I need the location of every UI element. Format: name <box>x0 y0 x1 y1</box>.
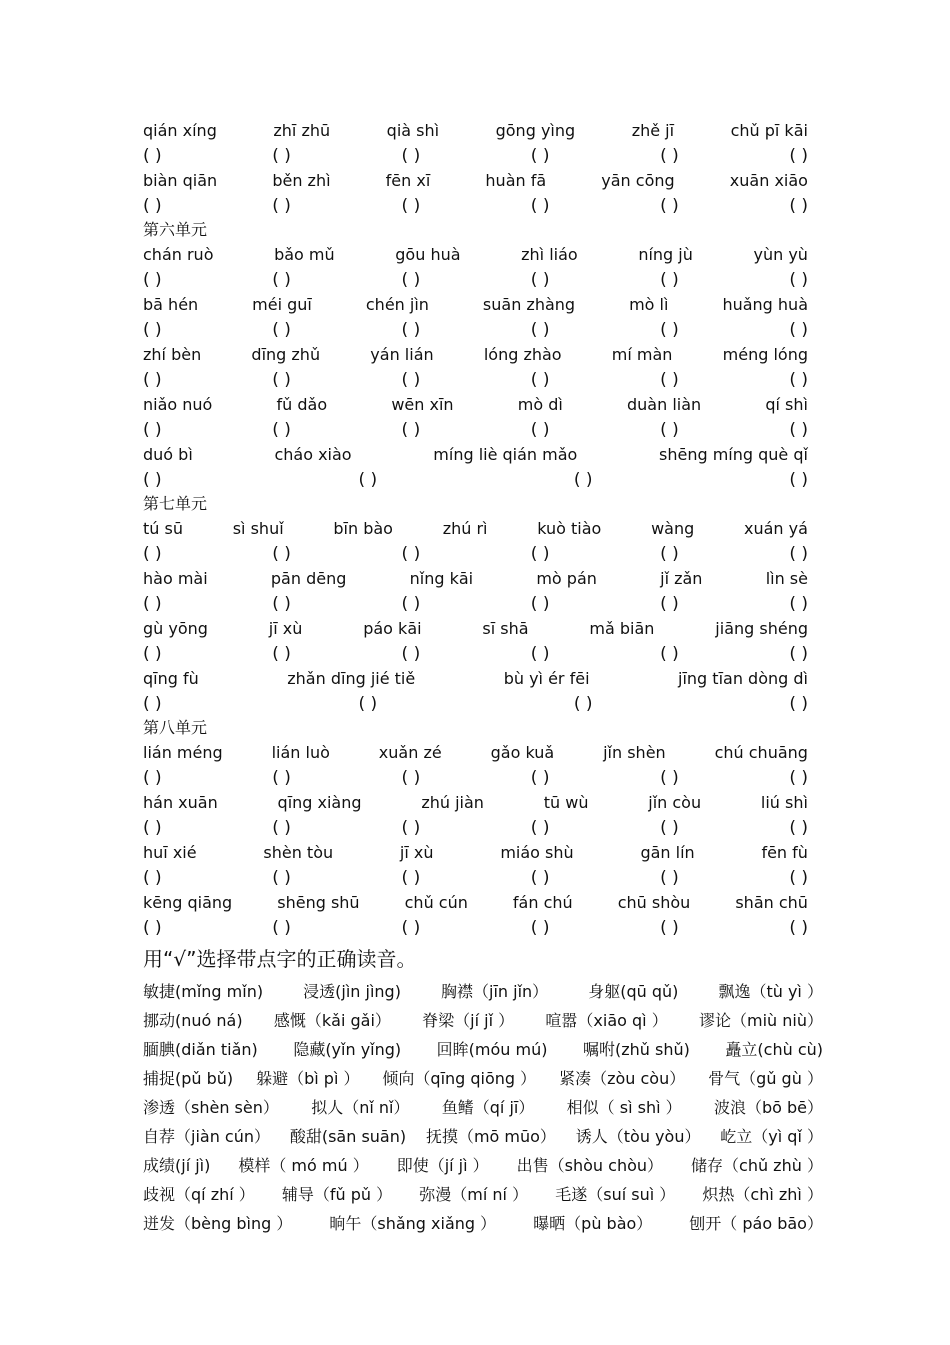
answer-blank: ( ) <box>272 867 291 888</box>
pronunciation-choice: 屹立（yì qǐ ） <box>720 1127 823 1146</box>
pronunciation-choice: 即使（jí jì ） <box>396 1156 489 1175</box>
pinyin-word: huàn fā <box>485 171 547 190</box>
pinyin-word: cháo xiào <box>274 445 352 464</box>
pronunciation-choice-row <box>143 1179 823 1208</box>
unit-heading: 第六单元 <box>143 220 208 239</box>
answer-blank: ( ) <box>789 867 808 888</box>
answer-blank: ( ) <box>358 693 378 714</box>
pinyin-word: gōu huà <box>395 245 461 264</box>
answer-blank: ( ) <box>401 767 421 788</box>
pinyin-word: qīng xiàng <box>277 793 362 812</box>
answer-blank: ( ) <box>401 419 421 440</box>
answer-blank: ( ) <box>401 195 421 216</box>
pinyin-word: zhě jī <box>631 121 675 140</box>
pinyin-word: méi guī <box>252 295 312 314</box>
pinyin-word: dīng zhǔ <box>251 345 321 364</box>
answer-blank: ( ) <box>660 195 679 216</box>
answer-blank: ( ) <box>401 319 421 340</box>
pronunciation-choice: 自荐（jiàn cún） <box>143 1127 271 1146</box>
answer-blank: ( ) <box>530 419 550 440</box>
pronunciation-choice: 模样（ mó mú ） <box>238 1156 369 1175</box>
pinyin-word: chǔ cún <box>404 893 468 912</box>
pinyin-word: tú sū <box>143 519 183 538</box>
pinyin-word: qián xíng <box>143 121 217 140</box>
pinyin-word: chū shòu <box>617 893 691 912</box>
unit-heading: 第七单元 <box>143 494 208 513</box>
pinyin-word: kēng qiāng <box>143 893 233 912</box>
pronunciation-choice: 敏捷(mǐng mǐn) <box>143 982 264 1001</box>
pronunciation-choice: 成绩(jí jì) <box>143 1156 211 1175</box>
pinyin-word: zhǎn dīng jié tiě <box>287 669 416 688</box>
answer-blank: ( ) <box>660 319 679 340</box>
pinyin-row <box>143 666 808 691</box>
answer-blank: ( ) <box>660 543 679 564</box>
pinyin-word: lián méng <box>143 743 223 762</box>
pinyin-word: pān dēng <box>270 569 347 588</box>
pinyin-word: niǎo nuó <box>143 395 213 414</box>
answer-blank: ( ) <box>573 693 593 714</box>
answer-blank: ( ) <box>660 593 679 614</box>
worksheet <box>143 118 823 1237</box>
answer-blank: ( ) <box>401 593 421 614</box>
pinyin-word: zhī zhū <box>273 121 331 140</box>
pinyin-word: chén jìn <box>365 295 429 314</box>
pronunciation-choice: 矗立(chù cù) <box>725 1040 823 1059</box>
pronunciation-choice: 歧视（qí zhí ） <box>143 1185 255 1204</box>
pinyin-word: kuò tiào <box>537 519 602 538</box>
pronunciation-choice-row <box>143 1063 823 1092</box>
pronunciation-choice-row <box>143 1208 823 1237</box>
pronunciation-choice: 嘱咐(zhǔ shǔ) <box>583 1040 690 1059</box>
answer-blank: ( ) <box>143 917 162 938</box>
pronunciation-choice: 辅导（fǔ pǔ ） <box>281 1185 393 1204</box>
pinyin-word: mò dì <box>517 395 563 414</box>
pronunciation-choice: 谬论（miù niù） <box>699 1011 823 1030</box>
pronunciation-choice: 紧凑（zòu còu） <box>559 1069 686 1088</box>
answer-blank: ( ) <box>143 767 162 788</box>
answer-blank: ( ) <box>143 269 162 290</box>
pinyin-word: níng jù <box>638 245 693 264</box>
pronunciation-choice: 挪动(nuó ná) <box>143 1011 243 1030</box>
pronunciation-choice: 躲避（bì pì ） <box>256 1069 360 1088</box>
answer-blank: ( ) <box>272 269 291 290</box>
pinyin-word: lóng zhào <box>483 345 562 364</box>
answer-blank: ( ) <box>660 817 679 838</box>
answer-blank: ( ) <box>401 369 421 390</box>
pronunciation-choice: 飘逸（tù yì ） <box>718 982 823 1001</box>
answer-blank: ( ) <box>143 195 162 216</box>
pinyin-word: xuān xiāo <box>729 171 808 190</box>
answer-blank: ( ) <box>143 369 162 390</box>
pinyin-word: qià shì <box>386 121 440 140</box>
answer-blank: ( ) <box>789 767 808 788</box>
answer-blanks-row <box>143 865 808 890</box>
answer-blanks-row <box>143 915 808 940</box>
pinyin-row <box>143 616 808 641</box>
pronunciation-choice: 倾向（qīng qiōng ） <box>382 1069 537 1088</box>
answer-blank: ( ) <box>143 867 162 888</box>
answer-blank: ( ) <box>143 693 162 714</box>
answer-blanks-row <box>143 641 808 666</box>
pinyin-row <box>143 442 808 467</box>
pinyin-row <box>143 840 808 865</box>
pronunciation-choice: 弥漫（mí ní ） <box>419 1185 529 1204</box>
pinyin-word: bā hén <box>143 295 199 314</box>
pinyin-word: páo kāi <box>363 619 422 638</box>
pronunciation-choice: 渗透（shèn sèn） <box>143 1098 279 1117</box>
answer-blank: ( ) <box>401 817 421 838</box>
pinyin-word: lián luò <box>271 743 330 762</box>
pronunciation-choice: 感慨（kǎi gǎi） <box>273 1011 391 1030</box>
pronunciation-choice-row <box>143 1121 823 1150</box>
pronunciation-choice-row <box>143 1150 823 1179</box>
pinyin-word: wēn xīn <box>391 395 454 414</box>
pinyin-word: mí màn <box>611 345 673 364</box>
pronunciation-choice: 拟人（nǐ nǐ） <box>311 1098 410 1117</box>
answer-blank: ( ) <box>660 369 679 390</box>
answer-blanks-row <box>143 467 808 492</box>
answer-blank: ( ) <box>530 767 550 788</box>
pinyin-row <box>143 392 808 417</box>
answer-blanks-row <box>143 317 808 342</box>
pronunciation-choice: 腼腆(diǎn tiǎn) <box>143 1040 258 1059</box>
answer-blank: ( ) <box>272 543 291 564</box>
answer-blank: ( ) <box>573 469 593 490</box>
answer-blanks-row <box>143 193 808 218</box>
answer-blank: ( ) <box>660 269 679 290</box>
answer-blank: ( ) <box>272 145 291 166</box>
answer-blank: ( ) <box>272 195 291 216</box>
pinyin-word: xuǎn zé <box>378 743 442 762</box>
pronunciation-choice: 脊梁（jí jǐ ） <box>422 1011 515 1030</box>
answer-blank: ( ) <box>143 145 162 166</box>
pinyin-word: shēng shū <box>277 893 360 912</box>
answer-blanks-row <box>143 267 808 292</box>
answer-blank: ( ) <box>789 693 808 714</box>
pinyin-word: biàn qiān <box>143 171 218 190</box>
pinyin-word: fán chú <box>512 893 573 912</box>
pinyin-word: bīn bào <box>333 519 393 538</box>
answer-blank: ( ) <box>789 269 808 290</box>
pinyin-word: shān chū <box>735 893 808 912</box>
pronunciation-choice: 出售（shòu chòu） <box>516 1156 664 1175</box>
pinyin-word: yān cōng <box>601 171 675 190</box>
pinyin-word: lìn sè <box>765 569 808 588</box>
pronunciation-choice: 波浪（bō bē） <box>713 1098 823 1117</box>
pronunciation-choice: 捕捉(pǔ bǔ) <box>143 1069 234 1088</box>
answer-blanks-row <box>143 765 808 790</box>
pronunciation-choice: 浸透(jìn jìng) <box>303 982 401 1001</box>
pinyin-row <box>143 342 808 367</box>
answer-blank: ( ) <box>530 817 550 838</box>
answer-blanks-row <box>143 815 808 840</box>
pinyin-word: shèn tòu <box>263 843 334 862</box>
instruction-text: 用“√”选择带点字的正确读音。 <box>143 947 417 971</box>
pinyin-word: jǐ zǎn <box>660 569 703 588</box>
pinyin-word: nǐng kāi <box>409 569 474 588</box>
pinyin-word: fēn xī <box>385 171 431 190</box>
pronunciation-choice-row <box>143 1005 823 1034</box>
answer-blank: ( ) <box>401 145 421 166</box>
pinyin-word: mò pán <box>536 569 597 588</box>
pinyin-row <box>143 566 808 591</box>
answer-blank: ( ) <box>401 269 421 290</box>
pronunciation-choice: 迸发（bèng bìng ） <box>143 1214 293 1233</box>
answer-blank: ( ) <box>358 469 378 490</box>
pronunciation-choice: 诱人（tòu yòu） <box>575 1127 701 1146</box>
pinyin-word: jī xù <box>399 843 434 862</box>
answer-blank: ( ) <box>143 543 162 564</box>
answer-blanks-row <box>143 541 808 566</box>
answer-blank: ( ) <box>660 419 679 440</box>
pronunciation-choice: 喧嚣（xiāo qì ） <box>545 1011 668 1030</box>
answer-blank: ( ) <box>401 643 421 664</box>
pronunciation-choice: 储存（chǔ zhù ） <box>691 1156 823 1175</box>
pronunciation-choice: 曝晒（pù bào） <box>533 1214 653 1233</box>
answer-blank: ( ) <box>530 195 550 216</box>
pinyin-word: jīng tīan dòng dì <box>678 669 808 688</box>
pinyin-word: zhì liáo <box>521 245 578 264</box>
pinyin-word: jǐn shèn <box>603 743 666 762</box>
answer-blank: ( ) <box>789 319 808 340</box>
pronunciation-choice: 抚摸（mō mūo） <box>425 1127 556 1146</box>
answer-blank: ( ) <box>401 543 421 564</box>
answer-blank: ( ) <box>272 369 291 390</box>
answer-blank: ( ) <box>143 593 162 614</box>
pinyin-row <box>143 292 808 317</box>
answer-blank: ( ) <box>789 369 808 390</box>
pinyin-word: míng liè qián mǎo <box>433 445 578 464</box>
answer-blank: ( ) <box>789 145 808 166</box>
pronunciation-choice: 鱼鳍（qí jī） <box>441 1098 535 1117</box>
pronunciation-choice: 相似（ sì shì ） <box>566 1098 682 1117</box>
answer-blanks-row <box>143 367 808 392</box>
answer-blanks-row <box>143 591 808 616</box>
answer-blank: ( ) <box>660 643 679 664</box>
answer-blank: ( ) <box>789 195 808 216</box>
pinyin-word: zhú jiàn <box>421 793 484 812</box>
pinyin-word: jǐn còu <box>648 793 702 812</box>
pronunciation-choice: 晌午（shǎng xiǎng ） <box>329 1214 497 1233</box>
answer-blank: ( ) <box>530 867 550 888</box>
answer-blank: ( ) <box>530 543 550 564</box>
pronunciation-choice: 骨气（gǔ gù ） <box>708 1069 823 1088</box>
pronunciation-choice: 酸甜(sān suān) <box>289 1127 407 1146</box>
answer-blank: ( ) <box>789 643 808 664</box>
answer-blank: ( ) <box>789 419 808 440</box>
pronunciation-choice: 隐藏(yǐn yǐng) <box>293 1040 402 1059</box>
answer-blank: ( ) <box>530 593 550 614</box>
answer-blank: ( ) <box>143 817 162 838</box>
pronunciation-choice-row <box>143 1034 823 1063</box>
pinyin-word: sī shā <box>482 619 529 638</box>
pinyin-row <box>143 242 808 267</box>
answer-blanks-row <box>143 143 808 168</box>
pinyin-word: gù yōng <box>143 619 208 638</box>
pinyin-word: duàn liàn <box>626 395 702 414</box>
pinyin-word: bù yì ér fēi <box>503 669 590 688</box>
answer-blank: ( ) <box>789 917 808 938</box>
answer-blank: ( ) <box>272 767 291 788</box>
pinyin-word: wàng <box>651 519 695 538</box>
answer-blank: ( ) <box>660 867 679 888</box>
pinyin-word: gǎo kuǎ <box>490 743 555 762</box>
answer-blank: ( ) <box>660 767 679 788</box>
pronunciation-choice: 回眸(móu mú) <box>436 1040 548 1059</box>
pinyin-word: bǎo mǔ <box>274 245 335 264</box>
answer-blank: ( ) <box>272 643 291 664</box>
pinyin-word: chú chuāng <box>714 743 808 762</box>
pronunciation-choice: 刨开（ páo bāo） <box>689 1214 823 1233</box>
pinyin-word: sì shuǐ <box>232 519 284 538</box>
pinyin-word: mò lì <box>629 295 669 314</box>
pinyin-word: shēng míng què qǐ <box>659 445 808 464</box>
pinyin-word: jī xù <box>268 619 303 638</box>
pinyin-word: liú shì <box>760 793 808 812</box>
answer-blank: ( ) <box>272 593 291 614</box>
answer-blank: ( ) <box>272 419 291 440</box>
pinyin-word: qí shì <box>765 395 808 414</box>
pinyin-word: yùn yù <box>753 245 808 264</box>
pinyin-word: mǎ biān <box>589 619 655 638</box>
answer-blank: ( ) <box>143 469 162 490</box>
answer-blank: ( ) <box>401 917 421 938</box>
pronunciation-choice-row <box>143 1092 823 1121</box>
answer-blank: ( ) <box>789 469 808 490</box>
pronunciation-choice-row <box>143 976 823 1005</box>
pinyin-row <box>143 790 808 815</box>
answer-blank: ( ) <box>530 269 550 290</box>
pinyin-word: fǔ dǎo <box>276 395 328 414</box>
answer-blank: ( ) <box>530 145 550 166</box>
pinyin-word: huī xié <box>143 843 197 862</box>
answer-blank: ( ) <box>530 319 550 340</box>
answer-blank: ( ) <box>272 917 291 938</box>
answer-blanks-row <box>143 691 808 716</box>
answer-blank: ( ) <box>789 543 808 564</box>
pronunciation-choice: 毛遂（suí suì ） <box>555 1185 676 1204</box>
answer-blank: ( ) <box>530 643 550 664</box>
pronunciation-choice: 胸襟（jīn jǐn） <box>441 982 549 1001</box>
pinyin-row <box>143 118 808 143</box>
answer-blank: ( ) <box>272 817 291 838</box>
pinyin-row <box>143 516 808 541</box>
pinyin-word: jiāng shéng <box>715 619 808 638</box>
answer-blank: ( ) <box>660 917 679 938</box>
answer-blank: ( ) <box>143 319 162 340</box>
pinyin-word: suān zhàng <box>482 295 576 314</box>
pinyin-word: zhí bèn <box>143 345 202 364</box>
pinyin-row <box>143 740 808 765</box>
pronunciation-choice: 身躯(qū qǔ) <box>588 982 679 1001</box>
answer-blank: ( ) <box>401 867 421 888</box>
answer-blank: ( ) <box>530 917 550 938</box>
pinyin-word: miáo shù <box>500 843 574 862</box>
pinyin-word: zhú rì <box>442 519 488 538</box>
answer-blank: ( ) <box>272 319 291 340</box>
pinyin-word: běn zhì <box>272 171 331 190</box>
pinyin-word: gōng yìng <box>495 121 576 140</box>
pinyin-word: yán lián <box>370 345 434 364</box>
unit-heading: 第八单元 <box>143 718 208 737</box>
pinyin-word: xuán yá <box>744 519 808 538</box>
pinyin-word: huǎng huà <box>722 295 808 314</box>
pinyin-word: hào mài <box>143 569 208 588</box>
pinyin-row <box>143 890 808 915</box>
pinyin-word: chǔ pī kāi <box>730 121 808 140</box>
answer-blank: ( ) <box>143 419 162 440</box>
pinyin-row <box>143 168 808 193</box>
pinyin-word: gān lín <box>640 843 695 862</box>
answer-blank: ( ) <box>660 145 679 166</box>
pinyin-word: tū wù <box>543 793 589 812</box>
pinyin-word: chán ruò <box>143 245 214 264</box>
answer-blank: ( ) <box>530 369 550 390</box>
answer-blanks-row <box>143 417 808 442</box>
pinyin-word: qīng fù <box>143 669 199 688</box>
pinyin-word: duó bì <box>143 445 193 464</box>
pinyin-word: fēn fù <box>761 843 808 862</box>
pronunciation-choice: 炽热（chì zhì ） <box>702 1185 823 1204</box>
answer-blank: ( ) <box>143 643 162 664</box>
answer-blank: ( ) <box>789 593 808 614</box>
pinyin-word: méng lóng <box>722 345 808 364</box>
answer-blank: ( ) <box>789 817 808 838</box>
pinyin-word: hán xuān <box>143 793 218 812</box>
